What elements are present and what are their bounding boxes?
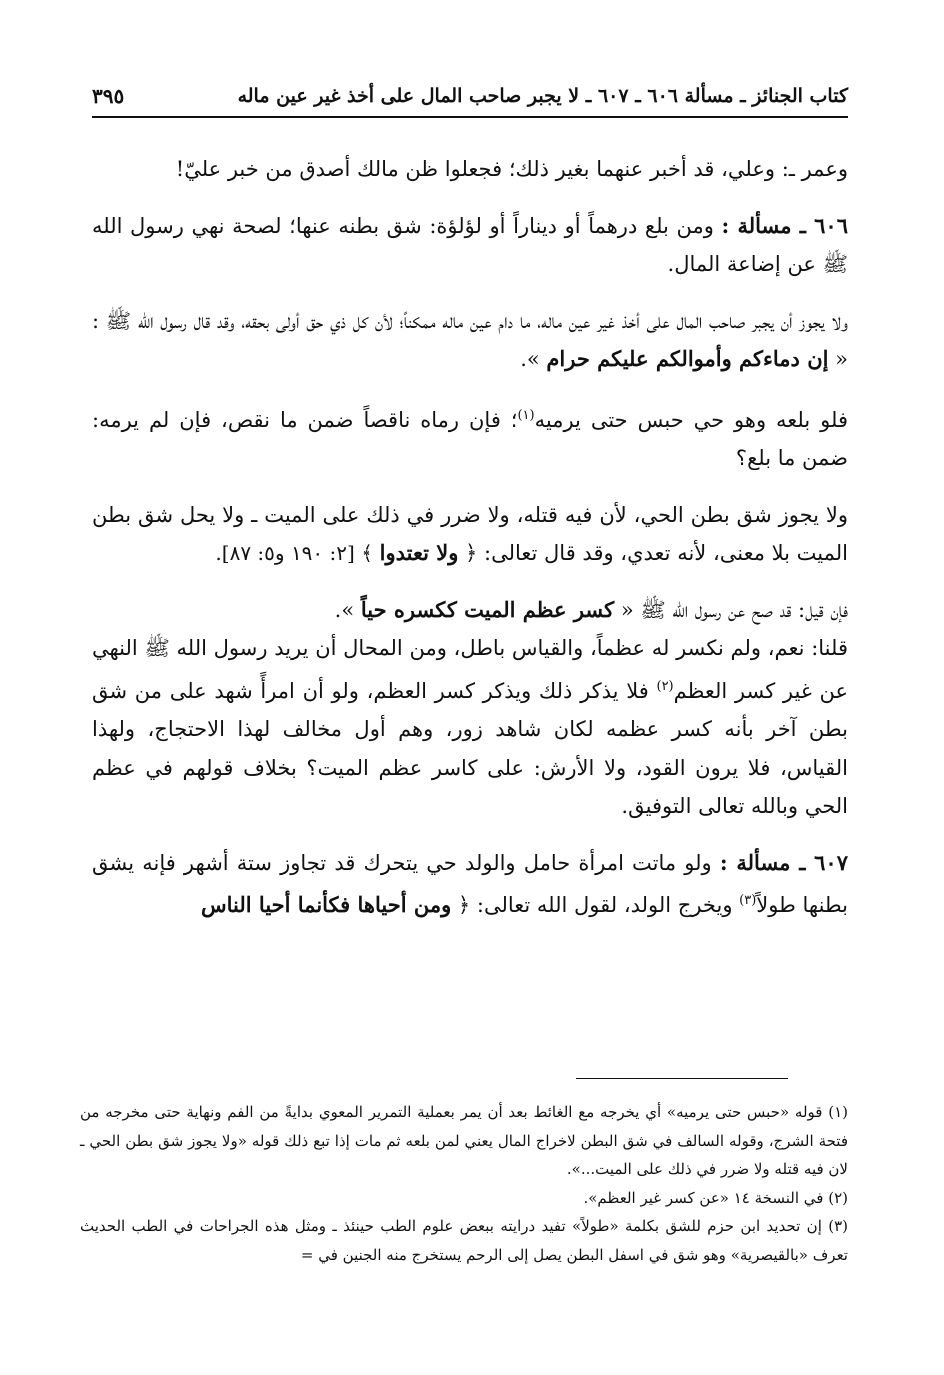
footnote-1: (١) قوله «حبس حتى يرميه» أي يخرجه مع الغائط بعد أن يمر بعملية التمرير المعوي بدايةً من الفم ونهاية حتى مخرجه من فتحة الشرج، وقوله السالف في شق البطن لاخراج المال يعني لمن بلعه ثم مات إذا تبع ذلك قوله «ولا يجوز شق بطن الحي ـ لان فيه قتله ولا ضرر في ذلك على الميت...».: [80, 1103, 848, 1178]
hadith-quote: إن دماءكم وأموالكم عليكم حرام: [546, 346, 829, 371]
issue-607-text-a: ولو ماتت امرأة حامل والولد حي يتحرك قد تجاوز ستة أشهر فإنه يشق بطنها طولاً: [92, 850, 848, 917]
footnote-marker-1[interactable]: (١): [517, 407, 535, 423]
running-header: [92, 76, 848, 118]
footnote-marker-2[interactable]: (٢): [656, 678, 674, 694]
paragraph-5: [92, 496, 848, 573]
paragraph-7-text-b: فلا يذكر ذلك ويذكر كسر العظم، ولو أن امرأً شهد على من شق بطن آخر بأنه كسر عظمه لكان شاهد زور، وهم أول مخالف لهذا الاحتجاج، ولهذا القياس، فلا يرون القود، ولا الأرش: على كاسر عظم الميت؟ بخلاف قولهم في عظم الحي وبالله تعالى التوفيق.: [92, 678, 848, 818]
quran-quote: ولا تعتدوا: [379, 540, 459, 565]
paragraph-4: [92, 397, 848, 478]
paragraph-6-text: فإن قيل: قد صح عن رسول الله ﷺ «: [620, 597, 848, 622]
paragraph-3-end: ».: [520, 347, 540, 371]
paragraph-5-text: ولا يجوز شق بطن الحي، لأن فيه قتله، ولا ضرر في ذلك على الميت ـ ولا يحل شق بطن الميت بلا معنى، لأنه تعدي، وقد قال تعالى: ﴿: [92, 502, 848, 565]
page-number: ٣٩٥: [92, 84, 125, 108]
paragraph-1-text: وعمر ـ: وعلي، قد أخبر عنهما بغير ذلك؛ فجعلوا ظن مالك أصدق من خبر عليّ!: [175, 157, 848, 181]
paragraph-issue-607: [92, 844, 848, 925]
header-title: كتاب الجنائز ـ مسألة ٦٠٦ ـ ٦٠٧ ـ لا يجبر صاحب المال على أخذ غير عين ماله: [237, 85, 848, 107]
paragraph-3-text: ولا يجوز أن يجبر صاحب المال على أخذ غير عين ماله، ما دام عين ماله ممكناً؛ لأن كل ذي حق أولى بحقه، وقد قال رسول الله ﷺ : «: [92, 308, 848, 371]
quran-quote-2: ومن أحياها فكأنما أحيا الناس: [201, 892, 452, 917]
issue-606-label: ٦٠٦ ـ مسألة :: [721, 212, 848, 238]
paragraph-6: [92, 591, 848, 630]
footnotes: [80, 1098, 848, 1269]
paragraph-3: [92, 302, 848, 379]
quran-reference: ﴾ [٢: ١٩٠ و٥: ٨٧].: [215, 541, 373, 565]
main-text: [92, 150, 848, 943]
footnote-marker-3[interactable]: (٣): [739, 893, 757, 908]
footnote-divider: [576, 1078, 788, 1079]
footnote-3: (٣) إن تحديد ابن حزم للشق بكلمة «طولاً» تفيد درايته ببعض علوم الطب حينئذ ـ ومثل هذه الجراحات في الطب الحديث تعرف «بالقيصرية» وهو شق في اسفل البطن يصل إلى الرحم يستخرج منه الجنين في =: [80, 1217, 848, 1264]
footnote-2: (٢) في النسخة ١٤ «عن كسر غير العظم».: [583, 1188, 848, 1207]
issue-607-label: ٦٠٧ ـ مسألة :: [719, 849, 848, 875]
paragraph-6-end: ».: [334, 597, 355, 622]
paragraph-7-text-a: قلنا: نعم، ولم نكسر له عظماً، والقياس باطل، ومن المحال أن يريد رسول الله ﷺ النهي عن غير كسر العظم: [92, 636, 849, 703]
issue-607-text-b: ويخرج الولد، لقول الله تعالى: ﴿: [457, 893, 740, 917]
paragraph-1: [92, 150, 848, 189]
paragraph-4-text-a: فلو بلعه وهو حي حبس حتى يرميه: [534, 407, 848, 432]
issue-606-text: ومن بلع درهماً أو ديناراً أو لؤلؤة: شق بطنه عنها؛ لصحة نهي رسول الله ﷺ عن إضاعة المال.: [92, 213, 848, 276]
paragraph-4-text-b: ؛ فإن رماه ناقصاً ضمن ما نقص، فإن لم يرمه: ضمن ما بلع؟: [92, 407, 848, 470]
hadith-quote-2: كسر عظم الميت ككسره حياً: [360, 596, 615, 622]
paragraph-issue-606: [92, 207, 848, 284]
paragraph-7: [92, 629, 848, 826]
